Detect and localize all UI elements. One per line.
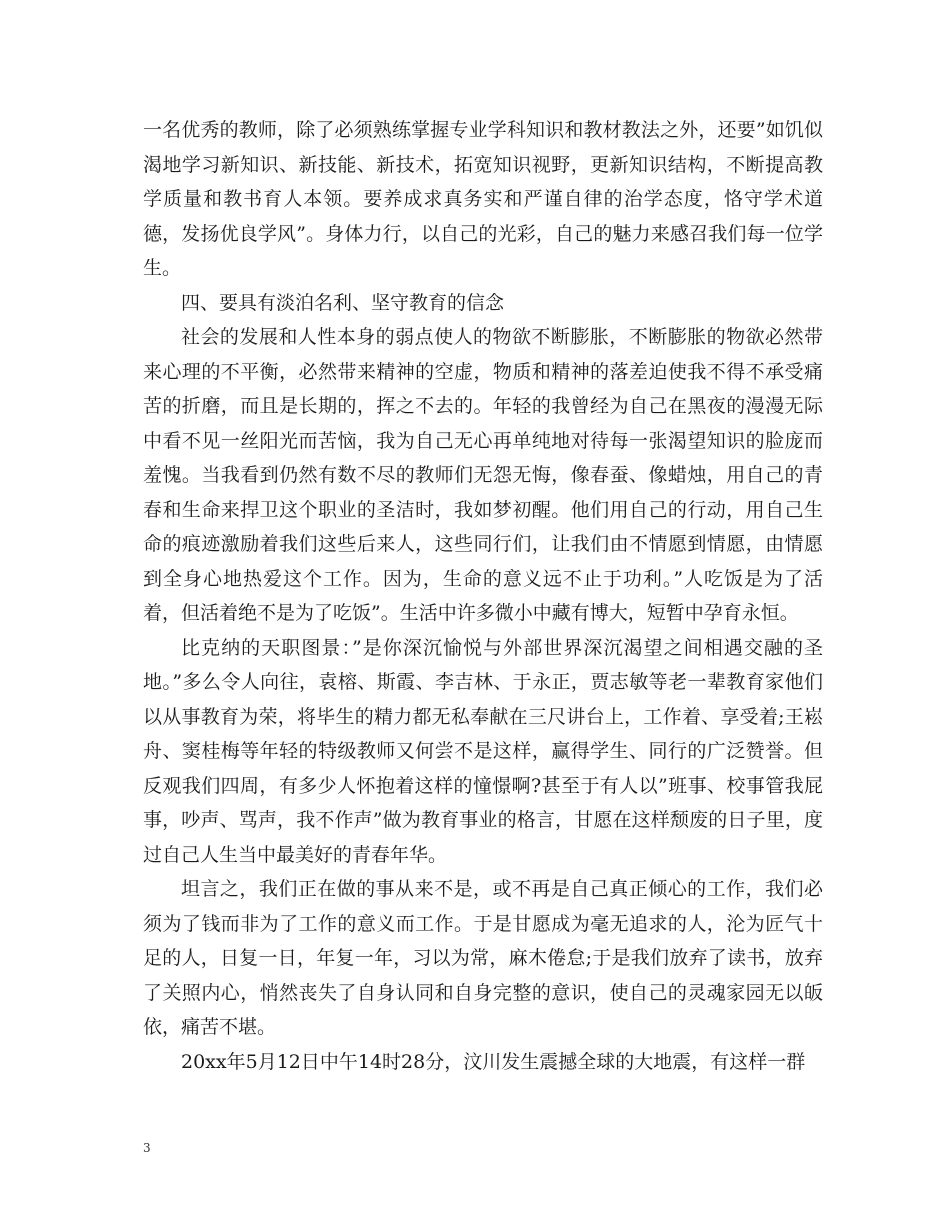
page-number: 3 [143,1141,151,1155]
paragraph-teacher-qualities: 一名优秀的教师，除了必须熟练掌握专业学科知识和教材教法之外，还要”如饥似渴地学习新知识、新技能、新技术，拓宽知识视野，更新知识结构，不断提高教学质量和教书育人本领。要养成求真务实和严谨自律的治学态度，恪守学术道德，发扬优良学风”。身体力行，以自己的光彩，自己的魅力来感召我们每一位学生。 [143,119,823,279]
paragraph-frank-admission: 坦言之，我们正在做的事从来不是，或不再是自己真正倾心的工作，我们必须为了钱而非为了工作的意义而工作。于是甘愿成为毫无追求的人，沦为匠气十足的人，日复一日，年复一年，习以为常，麻木倦怠;于是我们放弃了读书，放弃了关照内心，悄然丧失了自身认同和自身完整的意识，使自己的灵魂家园无以皈依，痛苦不堪。 [143,878,823,1038]
paragraph-vocation-vision: 比克纳的天职图景：”是你深沉愉悦与外部世界深沉渴望之间相遇交融的圣地。”多么令人向往，袁榕、斯霞、李吉林、于永正，贾志敏等老一辈教育家他们以从事教育为荣，将毕生的精力都无私奉献在三尺讲台上，工作着、享受着;王崧舟、窦桂梅等年轻的特级教师又何尝不是这样，赢得学生、同行的广泛赞誉。但反观我们四周，有多少人怀抱着这样的憧憬啊?甚至于有人以”班事、校事管我屁事，吵声、骂声，我不作声”做为教育事业的格言，甘愿在这样颓废的日子里，度过自己人生当中最美好的青春年华。 [143,636,823,866]
document-body [143,113,823,1079]
paragraph-wenchuan-earthquake: 20xx年5月12日中午14时28分，汶川发生震撼全球的大地震，有这样一群 [181,1050,806,1073]
section-heading-four: 四、要具有淡泊名利、坚守教育的信念 [181,291,505,314]
paragraph-material-desire: 社会的发展和人性本身的弱点使人的物欲不断膨胀，不断膨胀的物欲必然带来心理的不平衡，必然带来精神的空虚，物质和精神的落差迫使我不得不承受痛苦的折磨，而且是长期的，挥之不去的。年轻的我曾经为自己在黑夜的漫漫无际中看不见一丝阳光而苦恼，我为自己无心再单纯地对待每一张渴望知识的脸庞而羞愧。当我看到仍然有数不尽的教师们无怨无悔，像春蚕、像蜡烛，用自己的青春和生命来捍卫这个职业的圣洁时，我如梦初醒。他们用自己的行动，用自己生命的痕迹激励着我们这些后来人，这些同行们，让我们由不情愿到情愿，由情愿到全身心地热爱这个工作。因为，生命的意义远不止于功利。”人吃饭是为了活着，但活着绝不是为了吃饭”。生活中许多微小中藏有博大，短暂中孕育永恒。 [143,326,823,624]
